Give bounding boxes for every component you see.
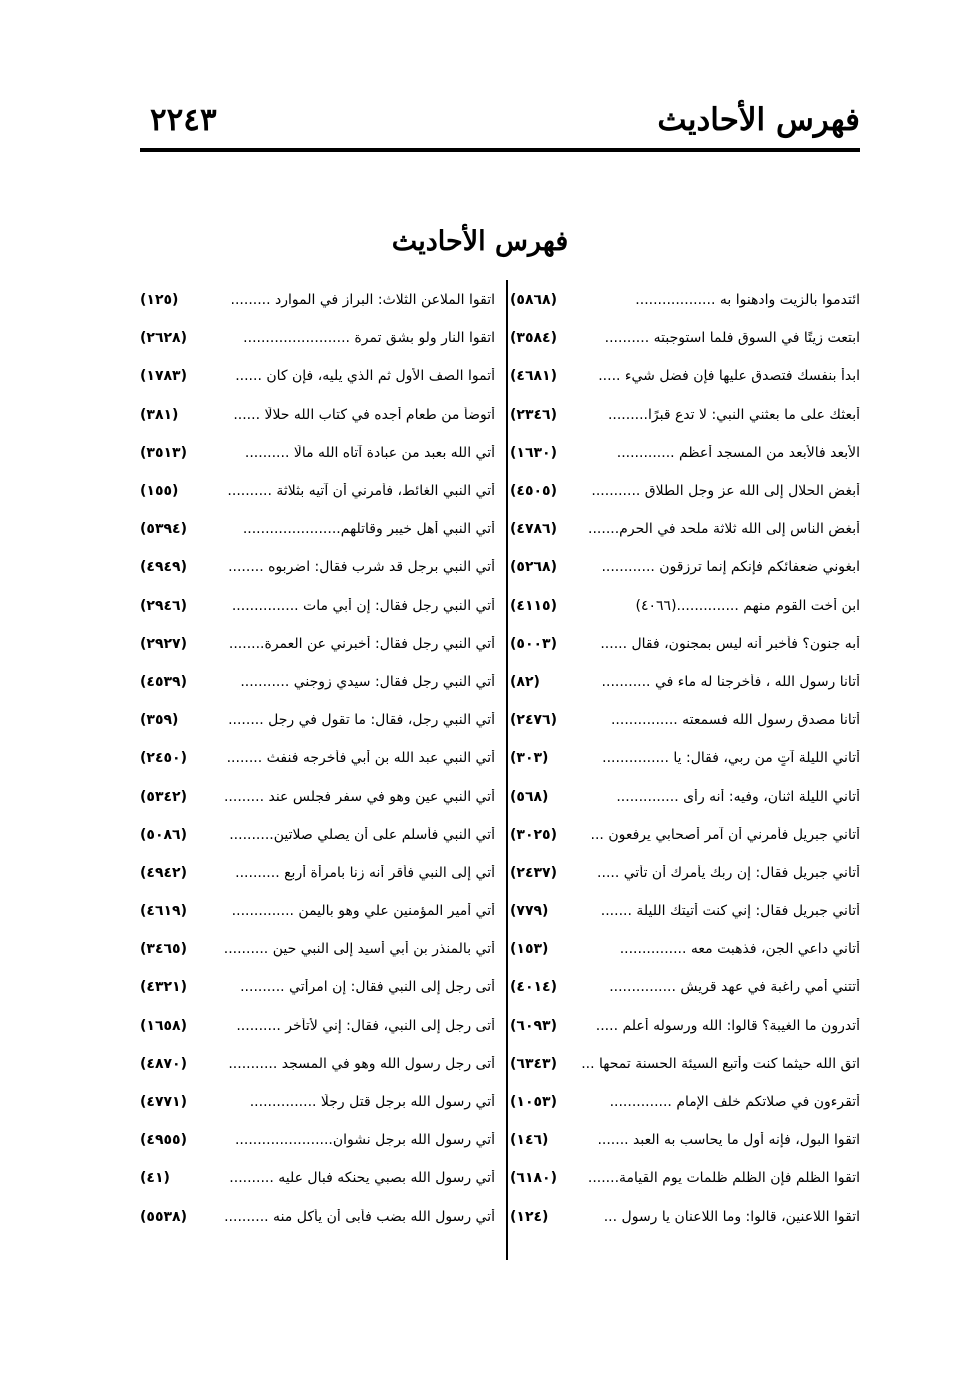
index-entry xyxy=(140,1007,495,1045)
hadith-number: (٣٤٦٥) xyxy=(140,941,187,958)
hadith-text: اتقوا الظلم فإن الظلم ظلمات يوم القيامة....... xyxy=(587,1170,860,1187)
hadith-number: (٣٥١٣) xyxy=(140,444,187,461)
hadith-number: (٤١) xyxy=(140,1170,170,1187)
hadith-text: اتقوا الملاعن الثلاث: البراز في الموارد ......... xyxy=(230,292,495,309)
index-entry xyxy=(140,854,495,892)
index-entry xyxy=(510,739,860,777)
index-entry xyxy=(140,930,495,968)
hadith-number: (٥٠٨٦) xyxy=(140,826,187,843)
hadith-text: اتق الله حيثما كنت وأتبع السيئة الحسنة تمحها ... xyxy=(581,1055,860,1072)
hadith-number: (١٢٥) xyxy=(140,292,179,309)
hadith-number: (٢٦٢٨) xyxy=(140,330,187,347)
hadith-text: ابغوني ضعفائكم فإنكم إنما ترزقون ............ xyxy=(601,559,860,576)
hadith-text: أبغض الناس إلى الله ثلاثة ملحد في الحرم....... xyxy=(588,521,860,538)
index-entry xyxy=(510,281,860,319)
index-entry xyxy=(510,587,860,625)
hadith-number: (١٧٨٣) xyxy=(140,368,187,385)
index-entry xyxy=(510,1045,860,1083)
index-entry xyxy=(140,319,495,357)
hadith-text: أتموا الصف الأول ثم الذي يليه، فإن كان ...... xyxy=(235,368,495,385)
hadith-text: ابتعت زيتًا في السوق فلما استوجبته .......... xyxy=(604,330,860,347)
hadith-text: أتاني جبريل فأمرني أن آمر أصحابي يرفعون ... xyxy=(590,826,860,843)
index-entry xyxy=(510,892,860,930)
hadith-number: (٤٩٤٩) xyxy=(140,559,187,576)
hadith-number: (٣٠٢٥) xyxy=(510,826,557,843)
hadith-number: (٢٩٤٦) xyxy=(140,597,187,614)
hadith-number: (١٦٥٨) xyxy=(140,1017,187,1034)
hadith-text: أتي النبي عين وهو في سفر فجلس عند ......... xyxy=(223,788,495,805)
hadith-number: (٤٦٨١) xyxy=(510,368,557,385)
index-entry xyxy=(510,1083,860,1121)
hadith-text: أبغض الحلال إلى الله عز وجل الطلاق ........... xyxy=(591,483,860,500)
hadith-number: (٥٥٣٨) xyxy=(140,1208,187,1225)
hadith-number: (٢٤٧٦) xyxy=(510,712,557,729)
hadith-text: أتي النبي فأسلم على أن يصلي صلاتين.......... xyxy=(229,826,495,843)
hadith-number: (٣٨١) xyxy=(140,406,179,423)
hadith-number: (٢٣٤٦) xyxy=(510,406,557,423)
index-entry xyxy=(510,854,860,892)
index-entry xyxy=(140,1159,495,1197)
index-entry xyxy=(510,434,860,472)
hadith-text: أتدرون ما الغيبة؟ قالوا: الله ورسوله أعلم ..... xyxy=(595,1017,860,1034)
hadith-number: (١٠٥٣) xyxy=(510,1094,557,1111)
hadith-text: أتاني الليلة آتٍ من ربي، فقال: يا ............... xyxy=(602,750,860,767)
index-entry xyxy=(510,1121,860,1159)
hadith-number: (٦٣٤٣) xyxy=(510,1055,557,1072)
hadith-number: (٤٥٠٥) xyxy=(510,483,557,500)
hadith-text: أتي النبي رجل فقال: إن أبي مات ............... xyxy=(231,597,495,614)
hadith-number: (١٥٥) xyxy=(140,483,179,500)
hadith-number: (٣٥٩) xyxy=(140,712,179,729)
index-entry xyxy=(510,396,860,434)
index-entry xyxy=(140,1083,495,1121)
index-entry xyxy=(510,510,860,548)
hadith-number: (٤٩٥٥) xyxy=(140,1132,187,1149)
hadith-text: أتاني جبريل فقال: إن ربك يأمرك أن تأتي ..... xyxy=(597,864,860,881)
index-entry xyxy=(510,357,860,395)
hadith-text: أتي النبي رجل فقال: أخبرني عن العمرة........ xyxy=(228,635,495,652)
page-number: ٢٢٤٣ xyxy=(150,102,217,138)
index-entry xyxy=(140,625,495,663)
hadith-number: (٤٧٨٦) xyxy=(510,521,557,538)
index-entry xyxy=(140,1121,495,1159)
index-entry xyxy=(140,701,495,739)
hadith-text: أتى رجل رسول الله وهو في المسجد ........... xyxy=(228,1055,495,1072)
hadith-text: ائتدموا بالزيت وادهنوا به .................. xyxy=(635,292,860,309)
hadith-number: (٤٦١٩) xyxy=(140,903,187,920)
hadith-number: (١٢٤) xyxy=(510,1208,549,1225)
index-entry xyxy=(140,548,495,586)
column-divider xyxy=(506,280,508,1260)
index-entry xyxy=(510,625,860,663)
hadith-number: (٤٨٧٠) xyxy=(140,1055,187,1072)
hadith-number: (٤٧٧١) xyxy=(140,1094,187,1111)
index-entry xyxy=(510,930,860,968)
index-entry xyxy=(510,1007,860,1045)
index-entry xyxy=(510,816,860,854)
hadith-number: (٤٠١٤) xyxy=(510,979,557,996)
index-entry xyxy=(140,1198,495,1236)
running-title: فهرس الأحاديث xyxy=(657,102,860,138)
hadith-number: (٢٤٣٧) xyxy=(510,864,557,881)
hadith-number: (٧٧٩) xyxy=(510,903,549,920)
hadith-text: أتي النبي رجل، فقال: ما تقول في رجل ........ xyxy=(228,712,495,729)
index-entry xyxy=(140,587,495,625)
hadith-number: (٤٣٢١) xyxy=(140,979,187,996)
hadith-number: (٤١١٥) xyxy=(510,597,557,614)
hadith-text: أتانا مصدق رسول الله فسمعته ............... xyxy=(610,712,860,729)
section-title: فهرس الأحاديث xyxy=(391,226,569,257)
hadith-text: أبه جنون؟ فأخبر أنه ليس بمجنون، فقال ...... xyxy=(600,635,860,652)
hadith-text: أتوضأ من طعام أجده في كتاب الله حلالًا ...... xyxy=(233,406,495,423)
hadith-text: اتقوا النار ولو بشق تمرة ........................ xyxy=(243,330,495,347)
hadith-text: أتي رسول الله برجل نشوان...................... xyxy=(234,1132,495,1149)
hadith-text: أتي إلى النبي فأقر أنه زنا بامرأة أربع .......... xyxy=(235,864,495,881)
index-entry xyxy=(510,777,860,815)
hadith-number: (٥٦٨) xyxy=(510,788,549,805)
hadith-number: (٤٥٣٩) xyxy=(140,673,187,690)
index-entry xyxy=(140,357,495,395)
hadith-number: (١٦٣٠) xyxy=(510,444,557,461)
hadith-text: أتاني جبريل فقال: إني كنت أتيتك الليلة ....... xyxy=(600,903,860,920)
index-entry xyxy=(140,739,495,777)
index-entry xyxy=(140,396,495,434)
page-header xyxy=(140,98,860,150)
hadith-text: اتقوا البول، فإنه أول ما يحاسب به العبد ....... xyxy=(597,1132,860,1149)
hadith-number: (٣٠٣) xyxy=(510,750,549,767)
hadith-text: أتي رسول الله برجل قتل رجلًا ............... xyxy=(249,1094,495,1111)
left-column xyxy=(140,281,495,1236)
hadith-number: (٢٩٢٧) xyxy=(140,635,187,652)
hadith-number: (٦٠٩٣) xyxy=(510,1017,557,1034)
hadith-text: أتي النبي عبد الله بن أبي فأخرجه فنفث ........ xyxy=(226,750,495,767)
hadith-text: أتي بالمنذر بن أبي أسيد إلى النبي حين .......... xyxy=(223,941,495,958)
index-entry xyxy=(140,892,495,930)
hadith-text: أتقرءون في صلاتكم خلف الإمام .............. xyxy=(609,1094,860,1111)
hadith-text: أبعثك على ما بعثني النبي: لا تدع قبرًا......... xyxy=(607,406,860,423)
index-entry xyxy=(510,1159,860,1197)
index-entry xyxy=(510,1198,860,1236)
index-entry xyxy=(140,510,495,548)
hadith-text: أتى رجل إلى النبي فقال: إن امرأتي .......... xyxy=(240,979,495,996)
hadith-number: (٣٥٨٤) xyxy=(510,330,557,347)
index-entry xyxy=(510,701,860,739)
hadith-number: (٥٠٠٣) xyxy=(510,635,557,652)
hadith-number: (٥٨٦٨) xyxy=(510,292,557,309)
right-column xyxy=(510,281,860,1236)
hadith-text: أتاني داعي الجن، فذهبت معه ............... xyxy=(619,941,860,958)
hadith-text: أتاني الليلة اثنان، وفيه: أنه رأى .............. xyxy=(616,788,860,805)
index-entry xyxy=(510,663,860,701)
hadith-number: (٥٣٩٤) xyxy=(140,521,187,538)
hadith-text: أتي رسول الله بضب فأبى أن يأكل منه .......... xyxy=(224,1208,495,1225)
hadith-text: ابدأ بنفسك فتصدق عليها فإن فضل شيء ..... xyxy=(598,368,860,385)
index-entry xyxy=(510,548,860,586)
index-entry xyxy=(140,777,495,815)
hadith-text: الأبعد فالأبعد من المسجد أعظم ............. xyxy=(616,444,860,461)
hadith-number: (٥٣٤٢) xyxy=(140,788,187,805)
hadith-text: أتي الله بعبد من عبادة آتاه الله مالًا .......... xyxy=(244,444,495,461)
index-entry xyxy=(510,472,860,510)
hadith-text: أتتني أمي راغبة في عهد قريش ............... xyxy=(609,979,860,996)
hadith-text: أتي النبي أهل خيبر وقاتلهم...................... xyxy=(242,521,495,538)
hadith-text: ابن أخت القوم منهم ..............(٤٠٦٦) xyxy=(635,597,860,614)
index-entry xyxy=(140,434,495,472)
hadith-number: (١٥٣) xyxy=(510,941,549,958)
hadith-text: أتي أمير المؤمنين علي وهو باليمن .............. xyxy=(231,903,495,920)
hadith-number: (١٤٦) xyxy=(510,1132,549,1149)
header-rule xyxy=(140,148,860,152)
hadith-number: (٢٤٥٠) xyxy=(140,750,187,767)
index-entry xyxy=(140,1045,495,1083)
hadith-text: أتي النبي برجل قد شرب فقال: اضربوه ........ xyxy=(228,559,495,576)
hadith-text: أتي رسول الله بصبي يحنكه فبال عليه .......... xyxy=(229,1170,495,1187)
hadith-text: أتي النبي الغائط، فأمرني أن آتيه بثلاثة .......... xyxy=(227,483,495,500)
hadith-text: اتقوا اللاعنين، قالوا: وما اللاعنان يا رسول ... xyxy=(603,1208,860,1225)
index-entry xyxy=(510,319,860,357)
index-entry xyxy=(140,472,495,510)
hadith-number: (٨٢) xyxy=(510,673,540,690)
index-entry xyxy=(140,816,495,854)
hadith-text: أتى رجل إلى النبي، فقال: إني لأتأخر .......... xyxy=(236,1017,495,1034)
index-entry xyxy=(510,968,860,1006)
hadith-text: أتي النبي رجل فقال: سيدي زوجني ........... xyxy=(240,673,495,690)
hadith-number: (٦١٨٠) xyxy=(510,1170,557,1187)
index-entry xyxy=(140,281,495,319)
hadith-text: أتانا رسول الله ، فأخرجنا له ماء في ........... xyxy=(601,673,860,690)
hadith-number: (٥٢٦٨) xyxy=(510,559,557,576)
hadith-number: (٤٩٤٢) xyxy=(140,864,187,881)
index-entry xyxy=(140,663,495,701)
index-entry xyxy=(140,968,495,1006)
